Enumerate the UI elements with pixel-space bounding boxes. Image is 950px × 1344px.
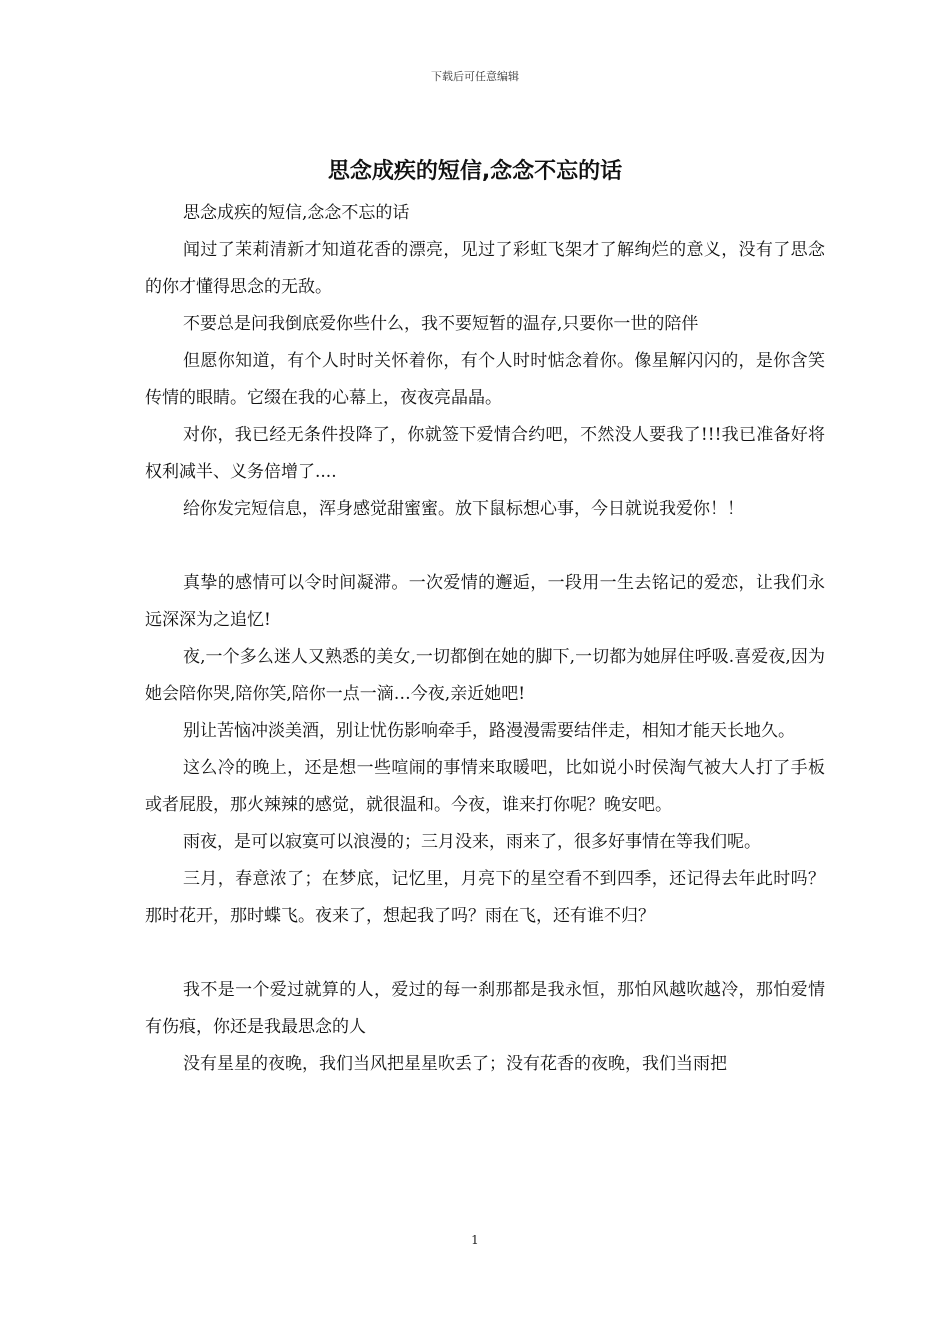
paragraph: 对你，我已经无条件投降了，你就签下爱情合约吧，不然没人要我了!!!我已准备好将权利减半、义务倍增了.... [145,425,825,482]
paragraph: 思念成疾的短信,念念不忘的话 [183,203,410,223]
paragraph: 夜,一个多么迷人又熟悉的美女,一切都倒在她的脚下,一切都为她屏住呼吸.喜爱夜,因为她会陪你哭,陪你笑,陪你一点一滴…今夜,亲近她吧! [145,647,825,704]
document-body [145,195,825,1083]
paragraph: 我不是一个爱过就算的人，爱过的每一刹那都是我永恒，那怕风越吹越冷，那怕爱情有伤痕，你还是我最思念的人 [145,980,825,1037]
paragraph: 三月，春意浓了；在梦底，记忆里，月亮下的星空看不到四季，还记得去年此时吗？那时花开，那时蝶飞。夜来了，想起我了吗？雨在飞，还有谁不归？ [145,869,825,926]
paragraph: 闻过了茉莉清新才知道花香的漂亮，见过了彩虹飞架才了解绚烂的意义，没有了思念的你才懂得思念的无敌。 [145,240,825,297]
paragraph: 这么冷的晚上，还是想一些喧闹的事情来取暖吧，比如说小时侯淘气被大人打了手板或者屁股，那火辣辣的感觉，就很温和。今夜，谁来打你呢？晚安吧。 [145,758,825,815]
paragraph: 没有星星的夜晚，我们当风把星星吹丢了；没有花香的夜晚，我们当雨把 [183,1054,727,1074]
paragraph-spacer [145,528,825,565]
paragraph: 别让苦恼冲淡美酒，别让忧伤影响牵手，路漫漫需要结伴走，相知才能天长地久。 [183,721,795,741]
paragraph-spacer [145,935,825,972]
page-number: 1 [471,1233,479,1247]
page-header-note: 下载后可任意编辑 [431,70,519,83]
paragraph: 雨夜，是可以寂寞可以浪漫的；三月没来，雨来了，很多好事情在等我们呢。 [183,832,761,852]
document-title: 思念成疾的短信,念念不忘的话 [327,159,623,184]
paragraph: 真挚的感情可以令时间凝滞。一次爱情的邂逅，一段用一生去铭记的爱恋，让我们永远深深为之追忆! [145,573,825,630]
paragraph: 不要总是问我倒底爱你些什么，我不要短暂的温存,只要你一世的陪伴 [183,314,699,334]
paragraph: 给你发完短信息，浑身感觉甜蜜蜜。放下鼠标想心事，今日就说我爱你！！ [183,499,744,519]
paragraph: 但愿你知道，有个人时时关怀着你，有个人时时惦念着你。像星解闪闪的，是你含笑传情的眼睛。它缀在我的心幕上，夜夜亮晶晶。 [145,351,825,408]
